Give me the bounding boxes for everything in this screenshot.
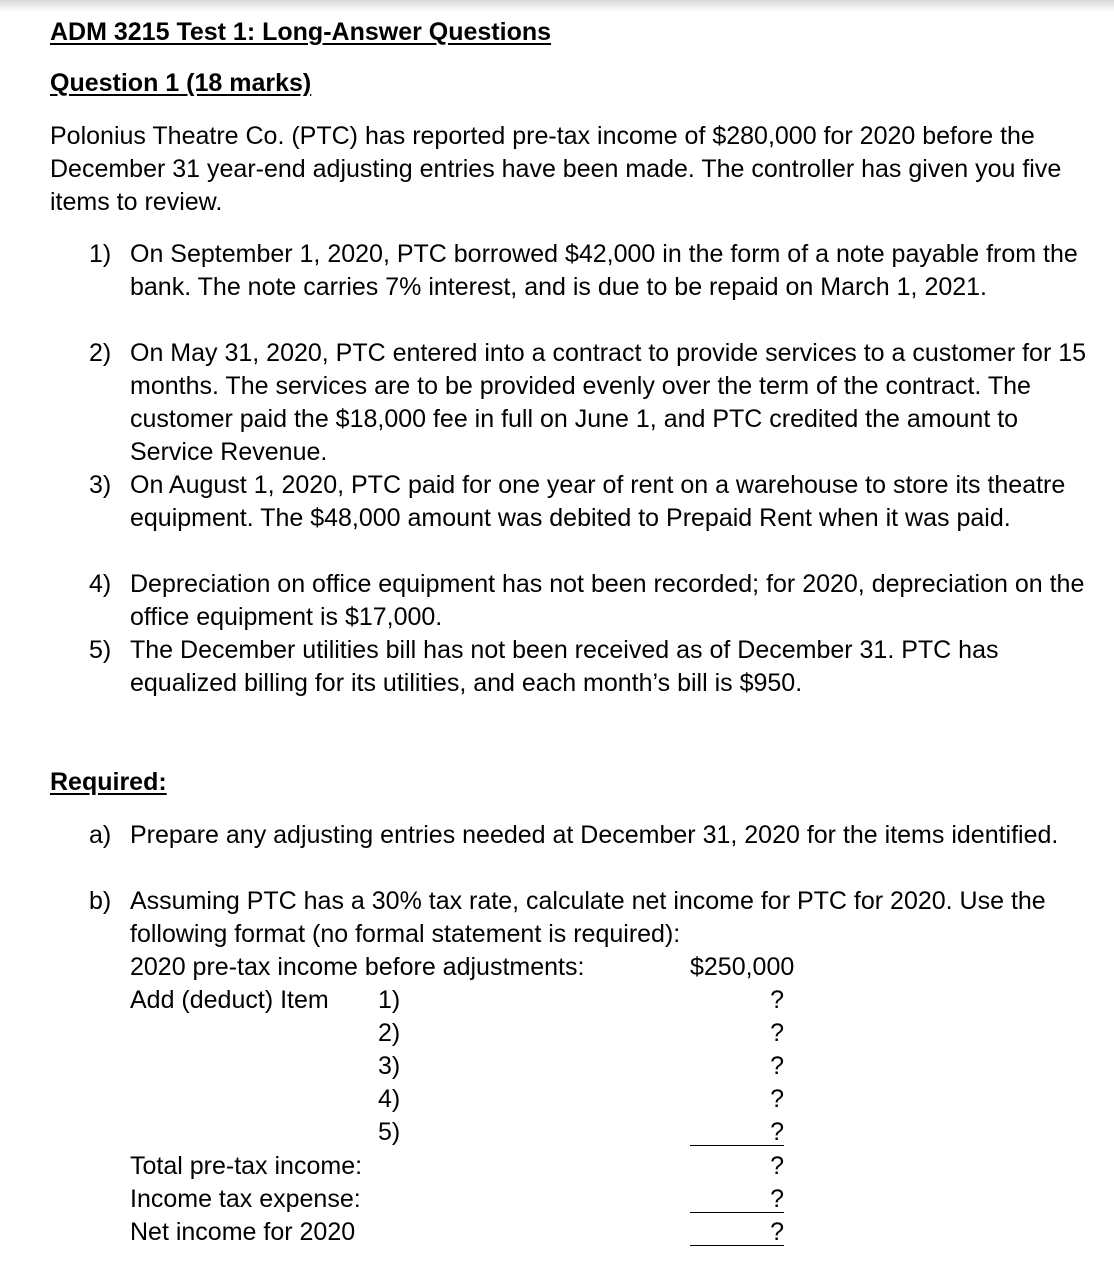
item-value: ?: [770, 986, 784, 1014]
underline-rule: [690, 1145, 784, 1146]
item-text: Depreciation on office equipment has not been recorded; for 2020, depreciation on the office equipment is $17,000.: [130, 570, 1085, 631]
item-text: The December utilities bill has not been received as of December 31. PTC has equalized billing for its utilities, and each month’s bill is $950.: [130, 636, 999, 697]
pretax-label: 2020 pre-tax income before adjustments:: [130, 953, 585, 981]
item-number: 2): [378, 1019, 401, 1047]
item-number: 1): [378, 986, 401, 1014]
item-text: On May 31, 2020, PTC entered into a contract to provide services to a customer for 15 months. The services are to be provided evenly over the term of the contract. The customer paid the $18,000 fee in full on June 1, and PTC credited the amount to Service Revenue.: [130, 339, 1087, 466]
tax-label: Income tax expense:: [130, 1185, 361, 1213]
item-value: ?: [770, 1019, 784, 1047]
item-number: 4): [378, 1085, 401, 1113]
part-text: Assuming PTC has a 30% tax rate, calculate net income for PTC for 2020. Use the following format (no formal statement is required):: [130, 887, 1046, 948]
underline-rule: [690, 1245, 784, 1246]
underline-rule: [690, 1212, 784, 1213]
item-number: 1): [89, 240, 112, 268]
add-deduct-label: Add (deduct) Item: [130, 986, 329, 1014]
net-label: Net income for 2020: [130, 1218, 356, 1246]
part-label: a): [89, 821, 112, 849]
item-number: 4): [89, 570, 112, 598]
item-number: 5): [89, 636, 112, 664]
item-number: 5): [378, 1118, 401, 1146]
total-label: Total pre-tax income:: [130, 1152, 363, 1180]
item-number: 3): [89, 471, 112, 499]
page-title: ADM 3215 Test 1: Long-Answer Questions: [50, 18, 552, 46]
item-value: ?: [770, 1052, 784, 1080]
tax-value: ?: [770, 1185, 784, 1213]
question-heading: Question 1 (18 marks): [50, 69, 312, 97]
part-text: Prepare any adjusting entries needed at December 31, 2020 for the items identified.: [130, 821, 1059, 849]
item-text: On August 1, 2020, PTC paid for one year of rent on a warehouse to store its theatre equipment. The $48,000 amount was debited to Prepaid Rent when it was paid.: [130, 471, 1066, 532]
item-text: On September 1, 2020, PTC borrowed $42,000 in the form of a note payable from the bank. The note carries 7% interest, and is due to be repaid on March 1, 2021.: [130, 240, 1078, 301]
item-number: 3): [378, 1052, 401, 1080]
item-number: 2): [89, 339, 112, 367]
required-heading: Required:: [50, 768, 167, 796]
item-value: ?: [770, 1085, 784, 1113]
total-value: ?: [770, 1152, 784, 1180]
pretax-value: $250,000: [690, 953, 795, 981]
question-intro: Polonius Theatre Co. (PTC) has reported pre-tax income of $280,000 for 2020 before the December 31 year-end adjusting entries have been made. The controller has given you five items to review.: [50, 122, 1062, 216]
net-value: ?: [770, 1218, 784, 1246]
item-value: ?: [770, 1118, 784, 1146]
part-label: b): [89, 887, 112, 915]
